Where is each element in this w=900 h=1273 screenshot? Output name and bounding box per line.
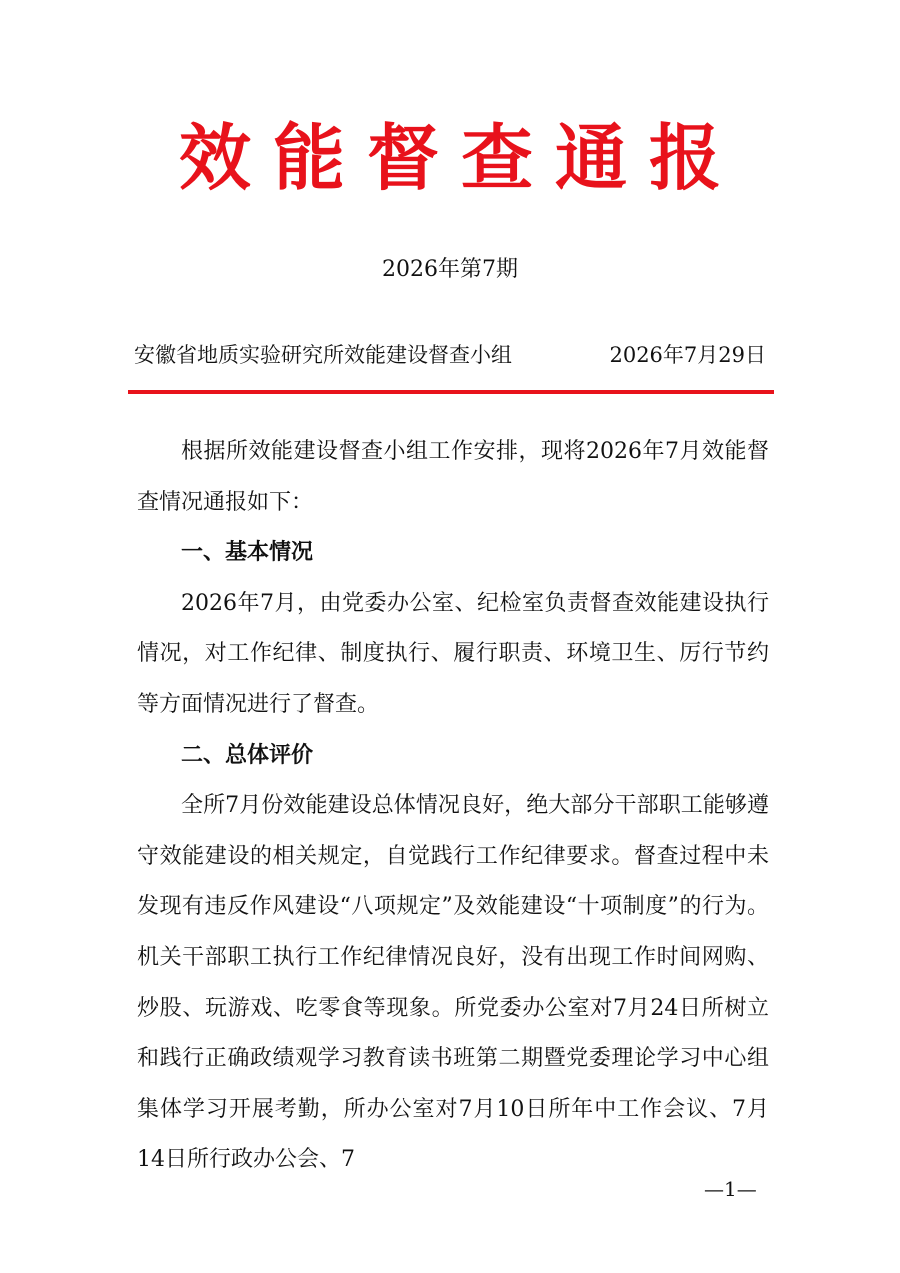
document-body	[137, 427, 769, 1186]
document-title: 效能督查通报	[178, 115, 743, 200]
intro-paragraph: 根据所效能建设督查小组工作安排，现将2026年7月效能督查情况通报如下：	[137, 439, 769, 515]
issuer-name: 安徽省地质实验研究所效能建设督查小组	[134, 343, 512, 367]
section-paragraph: 2026年7月，由党委办公室、纪检室负责督查效能建设执行情况，对工作纪律、制度执行、履行职责、环境卫生、厉行节约等方面情况进行了督查。	[137, 590, 769, 717]
section-heading: 一、基本情况	[181, 540, 314, 566]
issue-date: 2026年7月29日	[609, 343, 766, 367]
page-number: —1—	[704, 1177, 757, 1201]
issuer-line	[134, 343, 766, 368]
section-paragraph: 全所7月份效能建设总体情况良好，绝大部分干部职工能够遵守效能建设的相关规定，自觉践行工作纪律要求。督查过程中未发现有违反作风建设“八项规定”及效能建设“十项制度”的行为。机关干部职工执行工作纪律情况良好，没有出现工作时间网购、炒股、玩游戏、吃零食等现象。所党委办公室对7月24日所树立和践行正确政绩观学习教育读书班第二期暨党委理论学习中心组集体学习开展考勤，所办公室对7月10日所年中工作会议、7月14日所行政办公会、7	[137, 793, 769, 1173]
issue-number: 2026年第7期	[382, 257, 518, 282]
section-heading: 二、总体评价	[181, 742, 314, 768]
red-divider	[128, 390, 774, 394]
